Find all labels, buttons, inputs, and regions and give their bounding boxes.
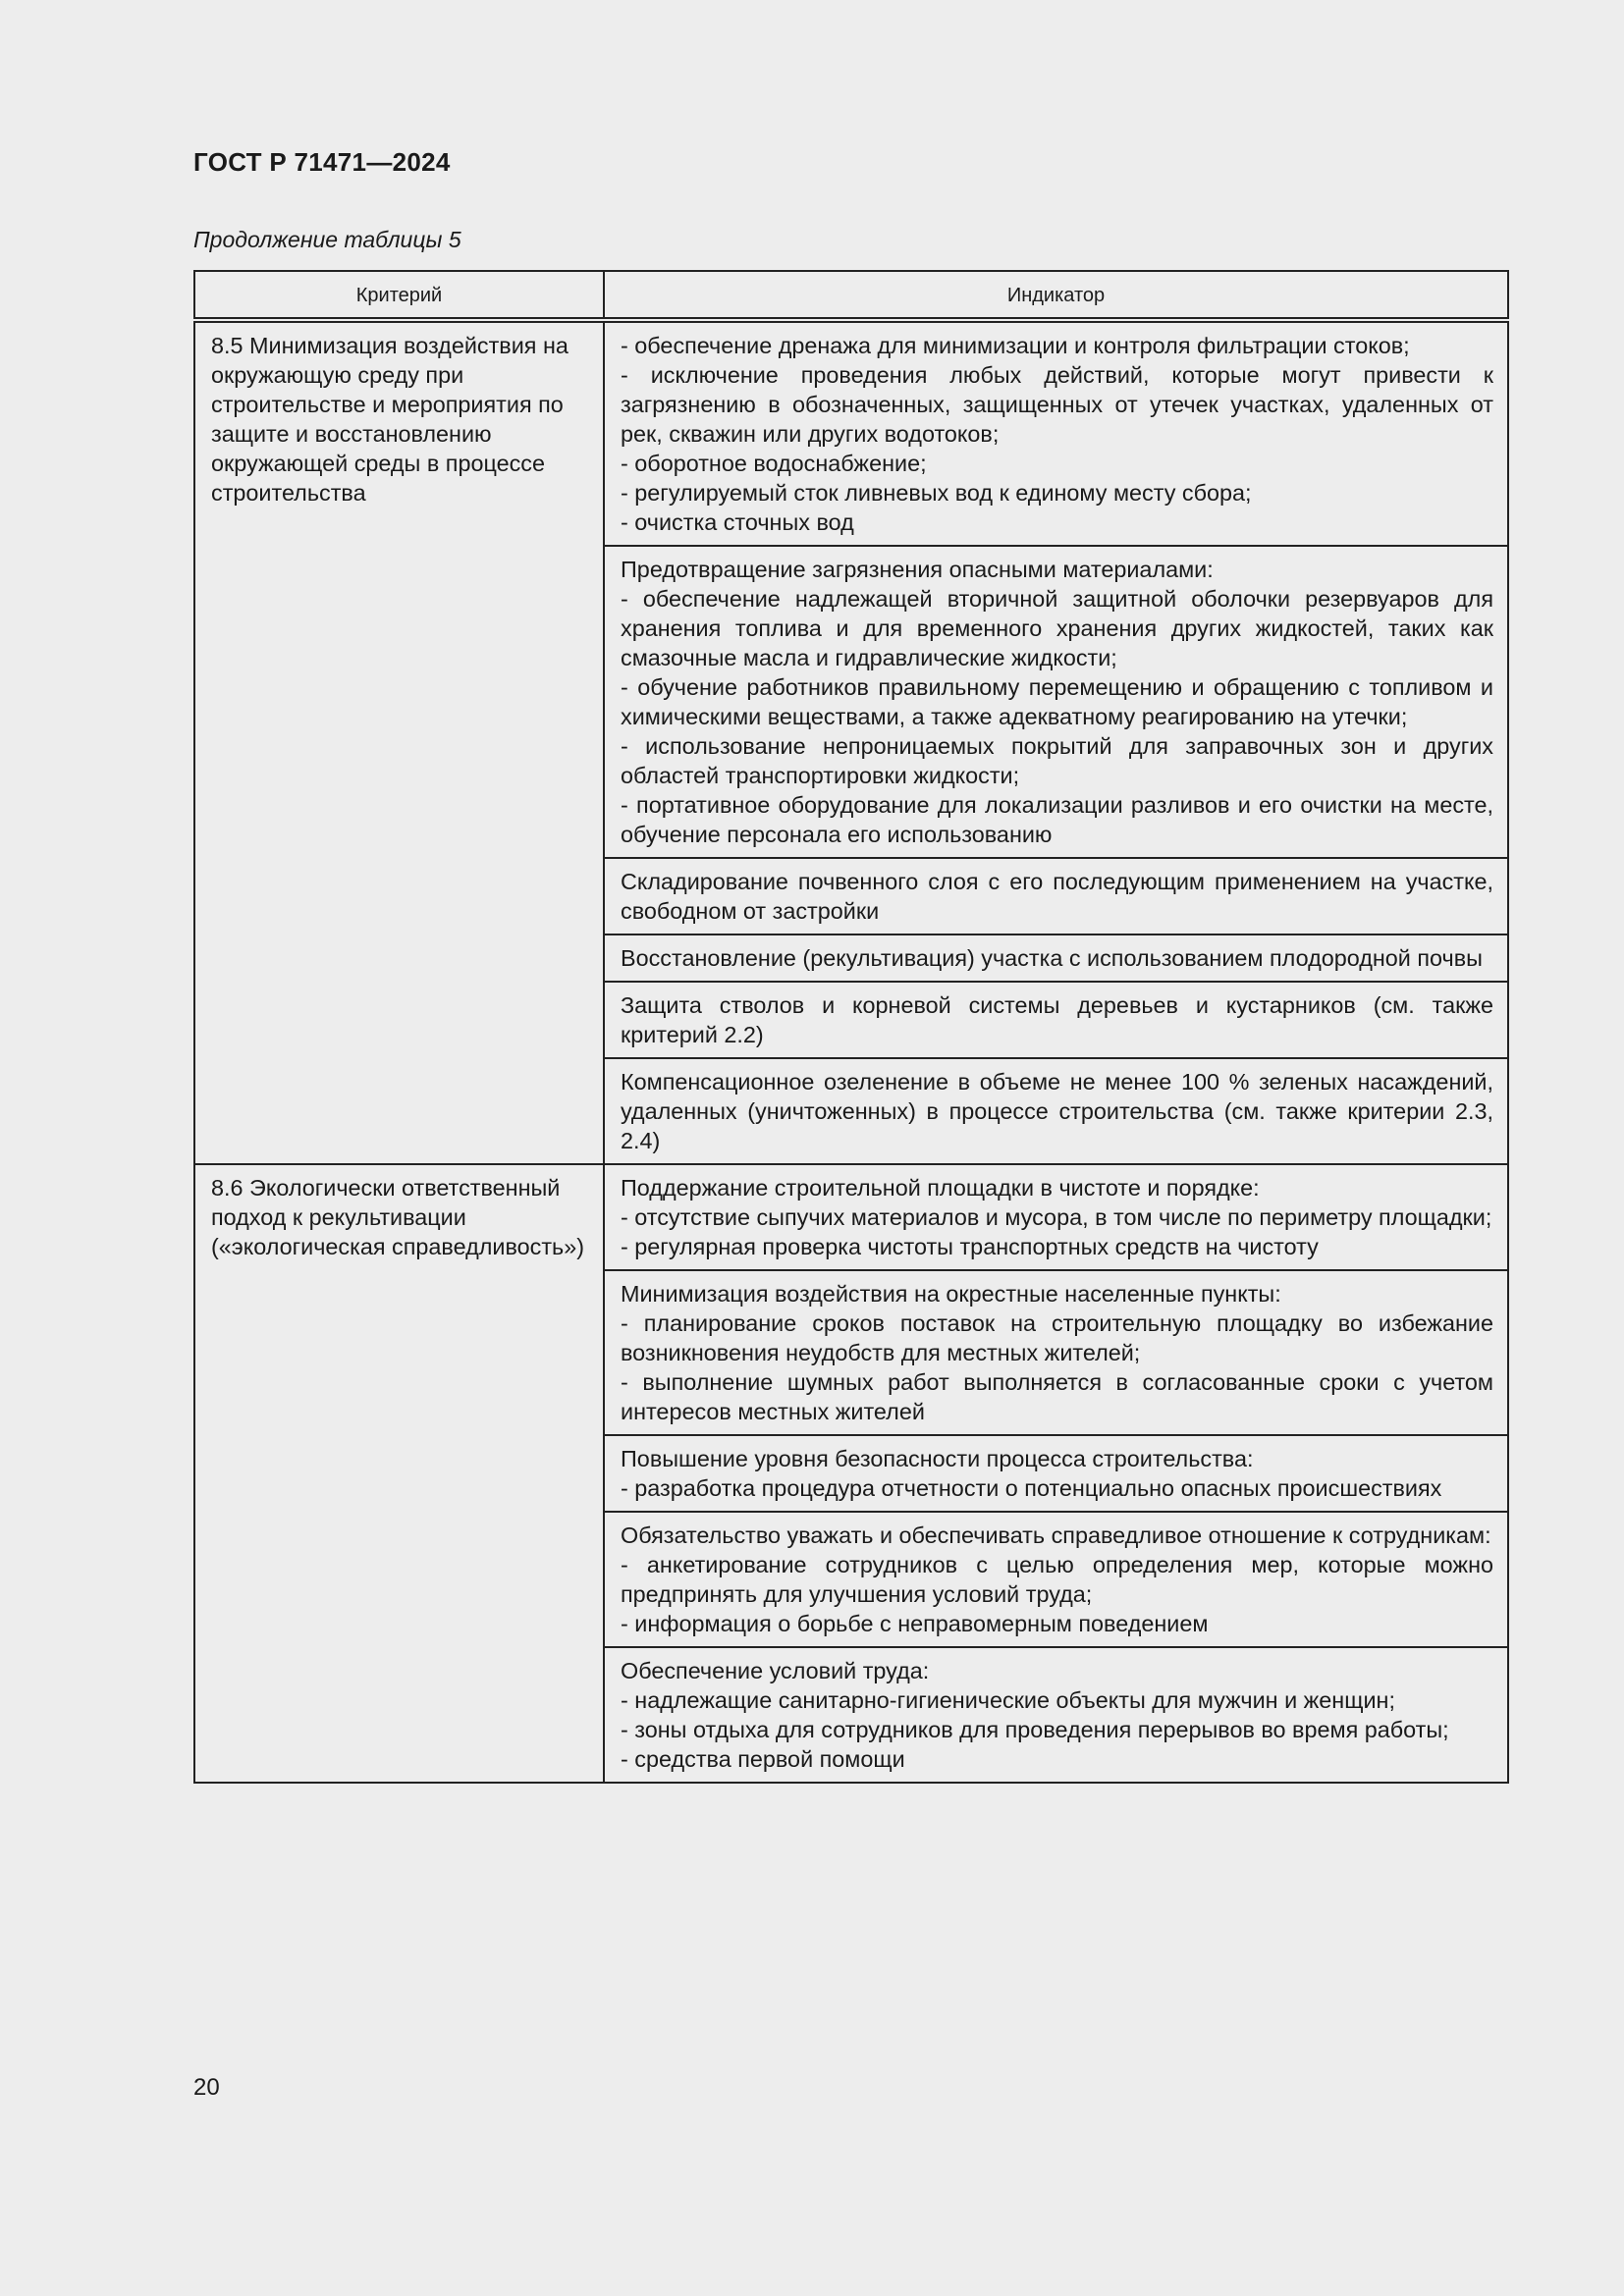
indicator-line: - планирование сроков поставок на строительную площадку во избежание возникновения неудобств для местных жителей; <box>621 1310 1493 1365</box>
table-body <box>194 320 1508 1783</box>
indicator-line: - средства первой помощи <box>621 1746 905 1772</box>
criterion-cell: 8.6 Экологически ответственный подход к рекультивации («экологическая справедливость») <box>194 1164 604 1783</box>
indicator-line: Защита стволов и корневой системы деревьев и кустарников (см. также критерий 2.2) <box>621 992 1493 1047</box>
indicator-cell <box>604 320 1508 546</box>
indicator-cell <box>604 858 1508 934</box>
indicator-line: - портативное оборудование для локализации разливов и его очистки на месте, обучение персонала его использованию <box>621 792 1493 847</box>
indicator-line: Обеспечение условий труда: <box>621 1658 930 1683</box>
table-row <box>194 320 1508 546</box>
indicator-cell <box>604 1647 1508 1783</box>
indicator-line: - исключение проведения любых действий, которые могут привести к загрязнению в обозначенных, защищенных от утечек участках, удаленных от рек, скважин или других водотоков; <box>621 362 1493 447</box>
indicator-line: - регулярная проверка чистоты транспортных средств на чистоту <box>621 1234 1319 1259</box>
table-row <box>194 1164 1508 1270</box>
indicator-cell <box>604 982 1508 1058</box>
indicator-line: - надлежащие санитарно-гигиенические объекты для мужчин и женщин; <box>621 1687 1395 1713</box>
indicator-line: Обязательство уважать и обеспечивать справедливое отношение к сотрудникам: <box>621 1522 1491 1548</box>
indicator-line: - разработка процедура отчетности о потенциально опасных происшествиях <box>621 1475 1442 1501</box>
column-header-indicator: Индикатор <box>604 271 1508 320</box>
indicator-line: Восстановление (рекультивация) участка с использованием плодородной почвы <box>621 945 1483 971</box>
indicator-cell <box>604 1435 1508 1512</box>
indicator-line: Минимизация воздействия на окрестные населенные пункты: <box>621 1281 1281 1307</box>
indicator-cell <box>604 1058 1508 1164</box>
indicator-line: - обеспечение надлежащей вторичной защитной оболочки резервуаров для хранения топлива и для временного хранения других жидкостей, таких как смазочные масла и гидравлические жидкости; <box>621 586 1493 670</box>
indicator-line: - выполнение шумных работ выполняется в согласованные сроки с учетом интересов местных жителей <box>621 1369 1493 1424</box>
indicator-line: - использование непроницаемых покрытий для заправочных зон и других областей транспортировки жидкости; <box>621 733 1493 788</box>
indicator-line: Предотвращение загрязнения опасными материалами: <box>621 557 1214 582</box>
indicator-line: - информация о борьбе с неправомерным поведением <box>621 1611 1209 1636</box>
indicator-line: - оборотное водоснабжение; <box>621 451 927 476</box>
indicator-line: - очистка сточных вод <box>621 509 854 535</box>
criterion-cell: 8.5 Минимизация воздействия на окружающую среду при строительстве и мероприятия по защите и восстановлению окружающей среды в процессе строительства <box>194 320 604 1164</box>
indicator-line: - регулируемый сток ливневых вод к единому месту сбора; <box>621 480 1252 506</box>
indicator-cell <box>604 1164 1508 1270</box>
table-header-row <box>194 271 1508 320</box>
indicator-cell <box>604 1512 1508 1647</box>
indicator-cell <box>604 1270 1508 1435</box>
page-number: 20 <box>193 2074 220 2101</box>
indicator-line: Складирование почвенного слоя с его последующим применением на участке, свободном от застройки <box>621 869 1493 924</box>
document-code: ГОСТ Р 71471—2024 <box>193 147 451 177</box>
indicator-line: - зоны отдыха для сотрудников для проведения перерывов во время работы; <box>621 1717 1449 1742</box>
indicator-line: - отсутствие сыпучих материалов и мусора, в том числе по периметру площадки; <box>621 1204 1492 1230</box>
indicator-line: Поддержание строительной площадки в чистоте и порядке: <box>621 1175 1260 1201</box>
indicator-line: - анкетирование сотрудников с целью определения мер, которые можно предпринять для улучшения условий труда; <box>621 1552 1493 1607</box>
column-header-criterion: Критерий <box>194 271 604 320</box>
indicator-line: Повышение уровня безопасности процесса строительства: <box>621 1446 1254 1471</box>
criteria-table <box>193 270 1509 1784</box>
table-caption: Продолжение таблицы 5 <box>193 227 461 252</box>
indicator-cell <box>604 546 1508 858</box>
indicator-line: - обучение работников правильному перемещению и обращению с топливом и химическими веществами, а также адекватному реагированию на утечки; <box>621 674 1493 729</box>
indicator-line: Компенсационное озеленение в объеме не менее 100 % зеленых насаждений, удаленных (уничтоженных) в процессе строительства (см. также критерии 2.3, 2.4) <box>621 1069 1493 1153</box>
indicator-cell <box>604 934 1508 982</box>
indicator-line: - обеспечение дренажа для минимизации и контроля фильтрации стоков; <box>621 333 1410 358</box>
